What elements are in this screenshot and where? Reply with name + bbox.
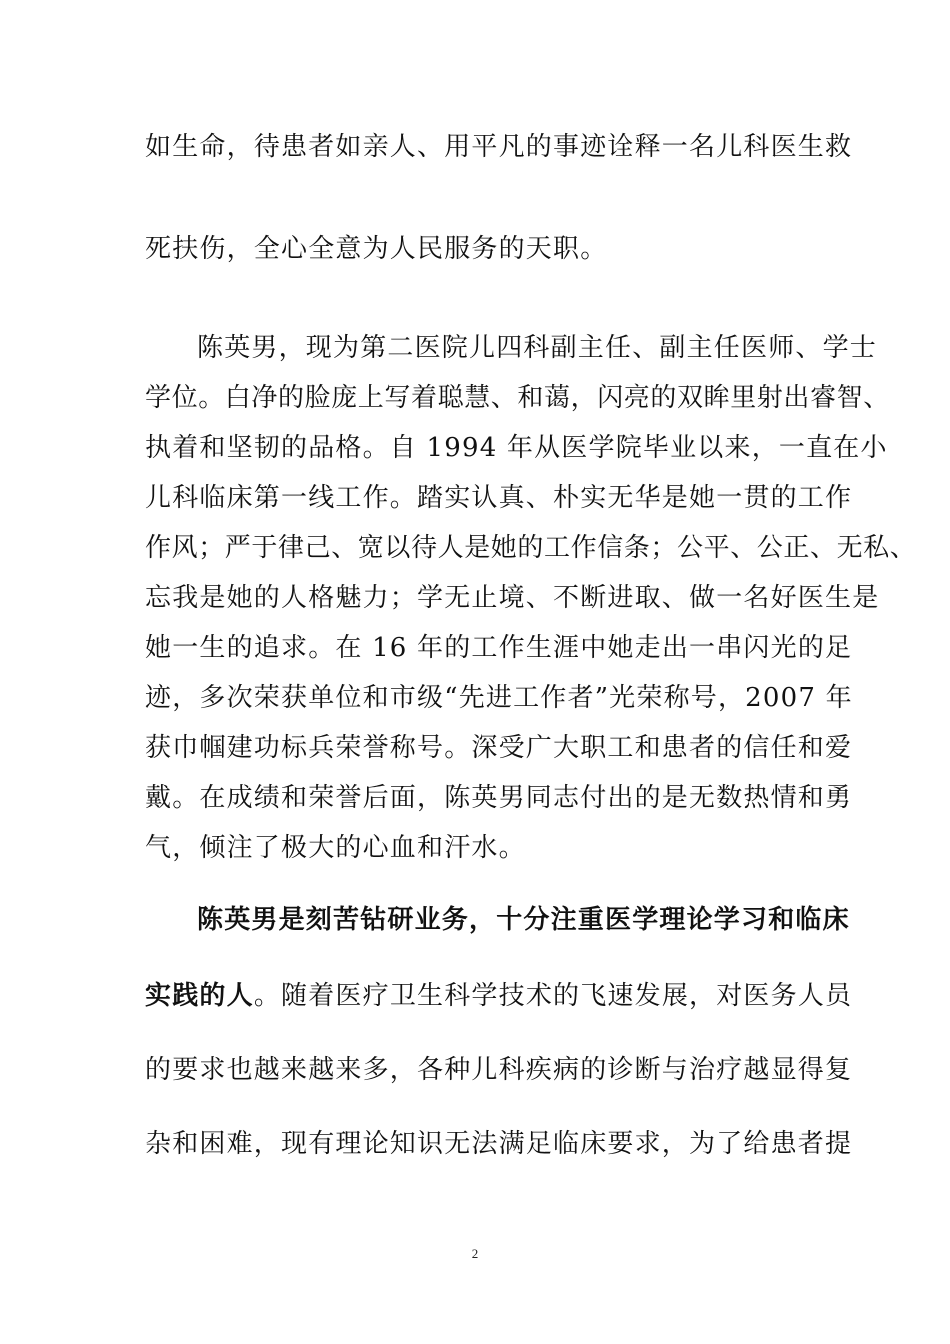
page-number: 2 [471, 1246, 479, 1261]
text-line: 戴。在成绩和荣誉后面，陈英男同志付出的是无数热情和勇 [145, 783, 853, 813]
text-line: 气，倾注了极大的心血和汗水。 [145, 833, 526, 863]
text-line: 迹，多次荣获单位和市级“先进工作者”光荣称号，2007 年 [145, 683, 853, 713]
bold-phrase: 实践的人 [145, 981, 254, 1011]
text-line: 忘我是她的人格魅力；学无止境、不断进取、做一名好医生是 [145, 583, 880, 613]
text-line: 学位。白净的脸庞上写着聪慧、和蔼，闪亮的双眸里射出睿智、 [145, 383, 890, 413]
text-line: 获巾帼建功标兵荣誉称号。深受广大职工和患者的信任和爱 [145, 733, 853, 763]
text-line: 儿科临床第一线工作。踏实认真、朴实无华是她一贯的工作 [145, 483, 853, 513]
text-line: 杂和困难，现有理论知识无法满足临床要求，为了给患者提 [145, 1129, 853, 1159]
text-line: 的要求也越来越来多，各种儿科疾病的诊断与治疗越显得复 [145, 1055, 853, 1085]
text-line: 执着和坚韧的品格。自 1994 年从医学院毕业以来，一直在小 [145, 433, 888, 463]
text-line: 作风；严于律己、宽以待人是她的工作信条；公平、公正、无私、 [145, 533, 917, 563]
text-line: 她一生的追求。在 16 年的工作生涯中她走出一串闪光的足 [145, 633, 853, 663]
text-line: 死扶伤，全心全意为人民服务的天职。 [145, 234, 608, 264]
text-line: 如生命，待患者如亲人、用平凡的事迹诠释一名儿科医生救 [145, 132, 853, 162]
normal-phrase: 。随着医疗卫生科学技术的飞速发展，对医务人员 [253, 981, 853, 1011]
mixed-text-line [145, 979, 853, 1013]
bold-heading-line: 陈英男是刻苦钻研业务，十分注重医学理论学习和临床 [197, 905, 850, 935]
paragraph-start-line: 陈英男，现为第二医院儿四科副主任、副主任医师、学士 [197, 333, 878, 363]
